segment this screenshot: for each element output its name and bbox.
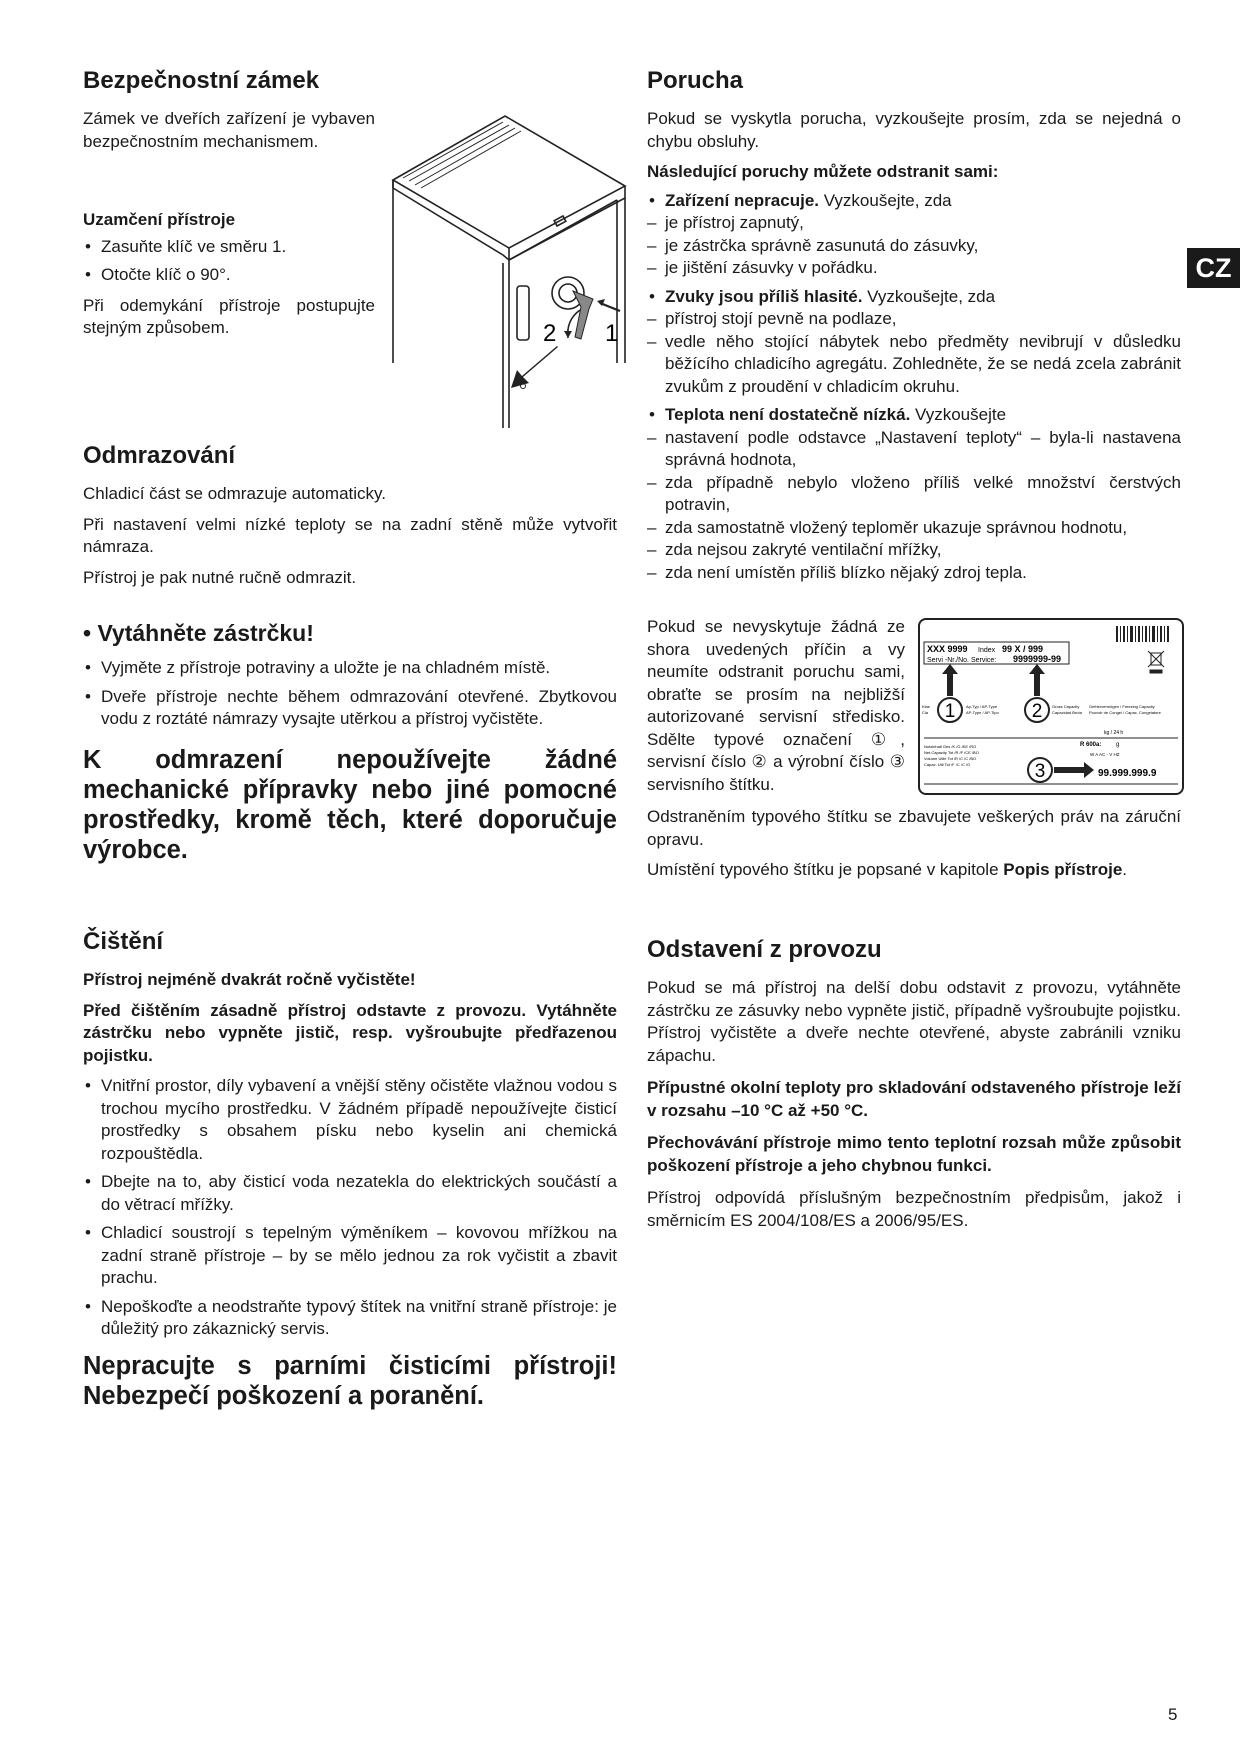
- list-item: – je zástrčka správně zasunutá do zásuvky,: [647, 235, 1181, 258]
- list-item: • Vyjměte z přístroje potraviny a uložte je na chladném místě.: [83, 657, 617, 680]
- marker-2: 2: [1031, 701, 1043, 722]
- list-item: • Otočte klíč o 90°.: [83, 264, 375, 287]
- fault-tail: Vyzkoušejte: [910, 405, 1007, 424]
- list-item: – přístroj stojí pevně na podlaze,: [647, 308, 1181, 331]
- label-row: Capac. Util Tot /F /C /C /O: [924, 762, 971, 767]
- label-row: Net.Capacity Tot /R /F /CE /BO: [924, 750, 979, 755]
- list-item: • Dveře přístroje nechte během odmrazování otevřené. Zbytkovou vodu z roztáté námrazy vysajte utěrkou a přístroj vyčistěte.: [83, 686, 617, 731]
- label-gross: Gross Capacity: [1052, 704, 1080, 709]
- label-klasse: Klas: [922, 704, 930, 709]
- section-title: Porucha: [647, 67, 744, 94]
- section-title: Bezpečnostní zámek: [83, 67, 320, 94]
- section-title: Odstavení z provozu: [647, 936, 882, 963]
- list-item: • Vnitřní prostor, díly vybavení a vnější stěny očistěte vlažnou vodou s trochou mycího prostředku. V žádném případě nepoužívejte čisticí prostředky s obsahem písku nebo kyselin ani chemická rozpouštědla.: [83, 1075, 617, 1165]
- label-gross2: Capacidad Bruta: [1052, 710, 1082, 715]
- section-title: Odmrazování: [83, 442, 236, 469]
- fault-group: [647, 404, 1181, 427]
- paragraph: Přípustné okolní teploty pro skladování odstaveného přístroje leží v rozsahu –10 °C až +50 °C.: [647, 1078, 1181, 1120]
- fault-tail: Vyzkoušejte, zda: [862, 286, 996, 306]
- paragraph: Odstraněním typového štítku se zbavujete veškerých práv na záruční opravu.: [647, 807, 1181, 849]
- figure-label-1: 1: [605, 320, 619, 347]
- warning-text: Nepracujte s parními čisticími přístroji! Nebezpečí poškození a poranění.: [83, 1351, 617, 1410]
- paragraph: Umístění typového štítku je popsané v kapitole Popis přístroje.: [647, 860, 1128, 879]
- label-row: Volume Utile Tot /R /C /C /BO: [924, 756, 977, 761]
- warning-text: K odmrazení nepoužívejte žádné mechanické přípravky nebo jiné pomocné prostředky, kromě těch, které doporučuje výrobce.: [83, 745, 617, 864]
- paragraph: Chladicí část se odmrazuje automaticky.: [83, 484, 386, 503]
- paragraph: Pokud se má přístroj na delší dobu odstavit z provozu, vytáhněte zástrčku ze zásuvky nebo vypněte jistič, případně vyšroubujte pojistku. Přístroj vyčistěte a dveře nechte otevřené, abyste zabránili vzniku zápachu.: [647, 978, 1181, 1065]
- section-fault: [647, 66, 1181, 592]
- service-number: 9999999-99: [1013, 654, 1062, 664]
- list-item: • Nepoškoďte a neodstraňte typový štítek na vnitřní straně přístroje: je důležitý pro zákaznický servis.: [83, 1296, 617, 1341]
- unplug-heading: • Vytáhněte zástrčku!: [83, 620, 314, 646]
- paragraph: Před čištěním zásadně přístroj odstavte z provozu. Vytáhněte zástrčku nebo vypněte jistič, resp. vyšroubujte předřazenou pojistku.: [83, 1000, 617, 1065]
- fault-head: Zvuky jsou příliš hlasité.: [665, 286, 863, 306]
- paragraph: Přístroj nejméně dvakrát ročně vyčistěte!: [83, 970, 416, 989]
- figure-label-2: 2: [543, 320, 557, 347]
- language-badge: CZ: [1187, 248, 1240, 288]
- index-label: Index: [978, 647, 996, 654]
- list-item: – nastavení podle odstavce „Nastavení teploty“ – byla-li nastavena správná hodnota,: [647, 427, 1181, 472]
- fault-list: [647, 190, 1181, 585]
- section-title: Čištění: [83, 928, 164, 955]
- list-item: – zda není umístěn příliš blízko nějaký zdroj tepla.: [647, 562, 1181, 585]
- section-cleaning: [83, 927, 617, 1411]
- section-defrost: [83, 441, 617, 865]
- paragraph: Přístroj je pak nutné ručně odmrazit.: [83, 567, 357, 587]
- list-item: • Dbejte na to, aby čisticí voda nezatekla do elektrických součástí a do větrací mřížky.: [83, 1171, 617, 1216]
- label-row: Nutzinhalt Ges /K /G /KE /RO: [924, 744, 977, 749]
- refrigerant: R 600a:: [1080, 742, 1102, 748]
- rating-label-figure: [918, 618, 1184, 795]
- label-capacity-unit: kg / 24 h: [1104, 730, 1124, 736]
- subtitle: Uzamčení přístroje: [83, 210, 236, 229]
- label-freezing: Gefriervermögen / Freezing Capacity: [1089, 704, 1155, 709]
- marker-1: 1: [944, 701, 956, 722]
- list-item: • Zasuňte klíč ve směru 1.: [83, 236, 375, 259]
- arrow-icon: [511, 346, 558, 388]
- arrow-up-icon: [942, 664, 958, 696]
- paragraph: Pokud se vyskytla porucha, vyzkoušejte prosím, zda se nejedná o chybu obsluhy.: [647, 109, 1181, 151]
- model-code: XXX 9999: [927, 644, 968, 654]
- list-item: – zda případně nebylo vloženo příliš velké množství čerstvých potravin,: [647, 472, 1181, 517]
- fault-head: Teplota není dostatečně nízká.: [665, 405, 911, 424]
- index-code: 99 X / 999: [1002, 644, 1044, 654]
- paragraph: Pokud se nevyskytuje žádná ze shora uvedených příčin a vy neumíte odstranit poruchu sami, obraťte se prosím na nejbližší autorizované servisní středisko. Sdělte typové označení ①, servisní číslo ② a výrobní číslo ③ servisního štítku.: [647, 617, 905, 794]
- label-cla: Cla: [922, 710, 929, 715]
- paragraph: Při odemykání přístroje postupujte stejným způsobem.: [83, 295, 375, 337]
- list-item: – je jištění zásuvky v pořádku.: [647, 257, 1181, 280]
- fault-head: Zařízení nepracuje.: [665, 190, 819, 210]
- paragraph: Zámek ve dveřích zařízení je vybaven bezpečnostním mechanismem.: [83, 109, 375, 151]
- marker-3: 3: [1034, 761, 1046, 782]
- paragraph: Přechovávání přístroje mimo tento teplotní rozsah může způsobit poškození přístroje a jeho chybnou funkci.: [647, 1133, 1181, 1175]
- arrow-up-icon: [1029, 664, 1045, 696]
- page-number: 5: [1168, 1705, 1178, 1724]
- paragraph: Přístroj odpovídá příslušným bezpečnostním předpisům, jakož i směrnicím ES 2004/108/ES a 2006/95/ES.: [647, 1188, 1181, 1230]
- label-aptype: Ap-Typ / AP-Type: [966, 704, 998, 709]
- fault-group: [647, 286, 1181, 309]
- label-freezing2: Pouvoir de Congel / Capac. Congelatore: [1089, 710, 1161, 715]
- list-item: – zda nejsou zakryté ventilační mřížky,: [647, 539, 1181, 562]
- serial-number: 99.999.999.9: [1098, 768, 1157, 779]
- service-label: Servi -Nr./No. Service:: [927, 657, 997, 664]
- fault-tail: Vyzkoušejte, zda: [819, 190, 952, 210]
- list-item: – je přístroj zapnutý,: [647, 212, 1181, 235]
- electrical-row: W A AC - V HZ: [1090, 752, 1120, 757]
- paragraph: Při nastavení velmi nízké teploty se na zadní stěně může vytvořit námraza.: [83, 514, 617, 556]
- list-item: – vedle něho stojící nábytek nebo předměty nevibrují v důsledku běžícího chladicího agregátu. Zohledněte, že se nedá zcela zabránit zvukům z proudění v chladicím okruhu.: [647, 331, 1181, 399]
- refrigerant-unit: g: [1116, 742, 1120, 748]
- list-item: – zda samostatně vložený teploměr ukazuje správnou hodnotu,: [647, 517, 1181, 540]
- list-item: • Chladicí soustrojí s tepelným výměníkem – kovovou mřížkou na zadní straně přístroje – by se mělo jednou za rok vyčistit a zbavit prachu.: [83, 1222, 617, 1290]
- fault-group: [647, 190, 1181, 213]
- arrow-right-icon: [1054, 762, 1094, 778]
- fridge-lock-illustration: [385, 108, 630, 430]
- paragraph: Následující poruchy můžete odstranit sami:: [647, 162, 999, 181]
- section-decommission: [647, 935, 1181, 1240]
- label-aptype2: AP-Type / AP-Tipo: [966, 710, 999, 715]
- barcode-icon: [1116, 626, 1169, 642]
- weee-bin-icon: [1148, 651, 1164, 673]
